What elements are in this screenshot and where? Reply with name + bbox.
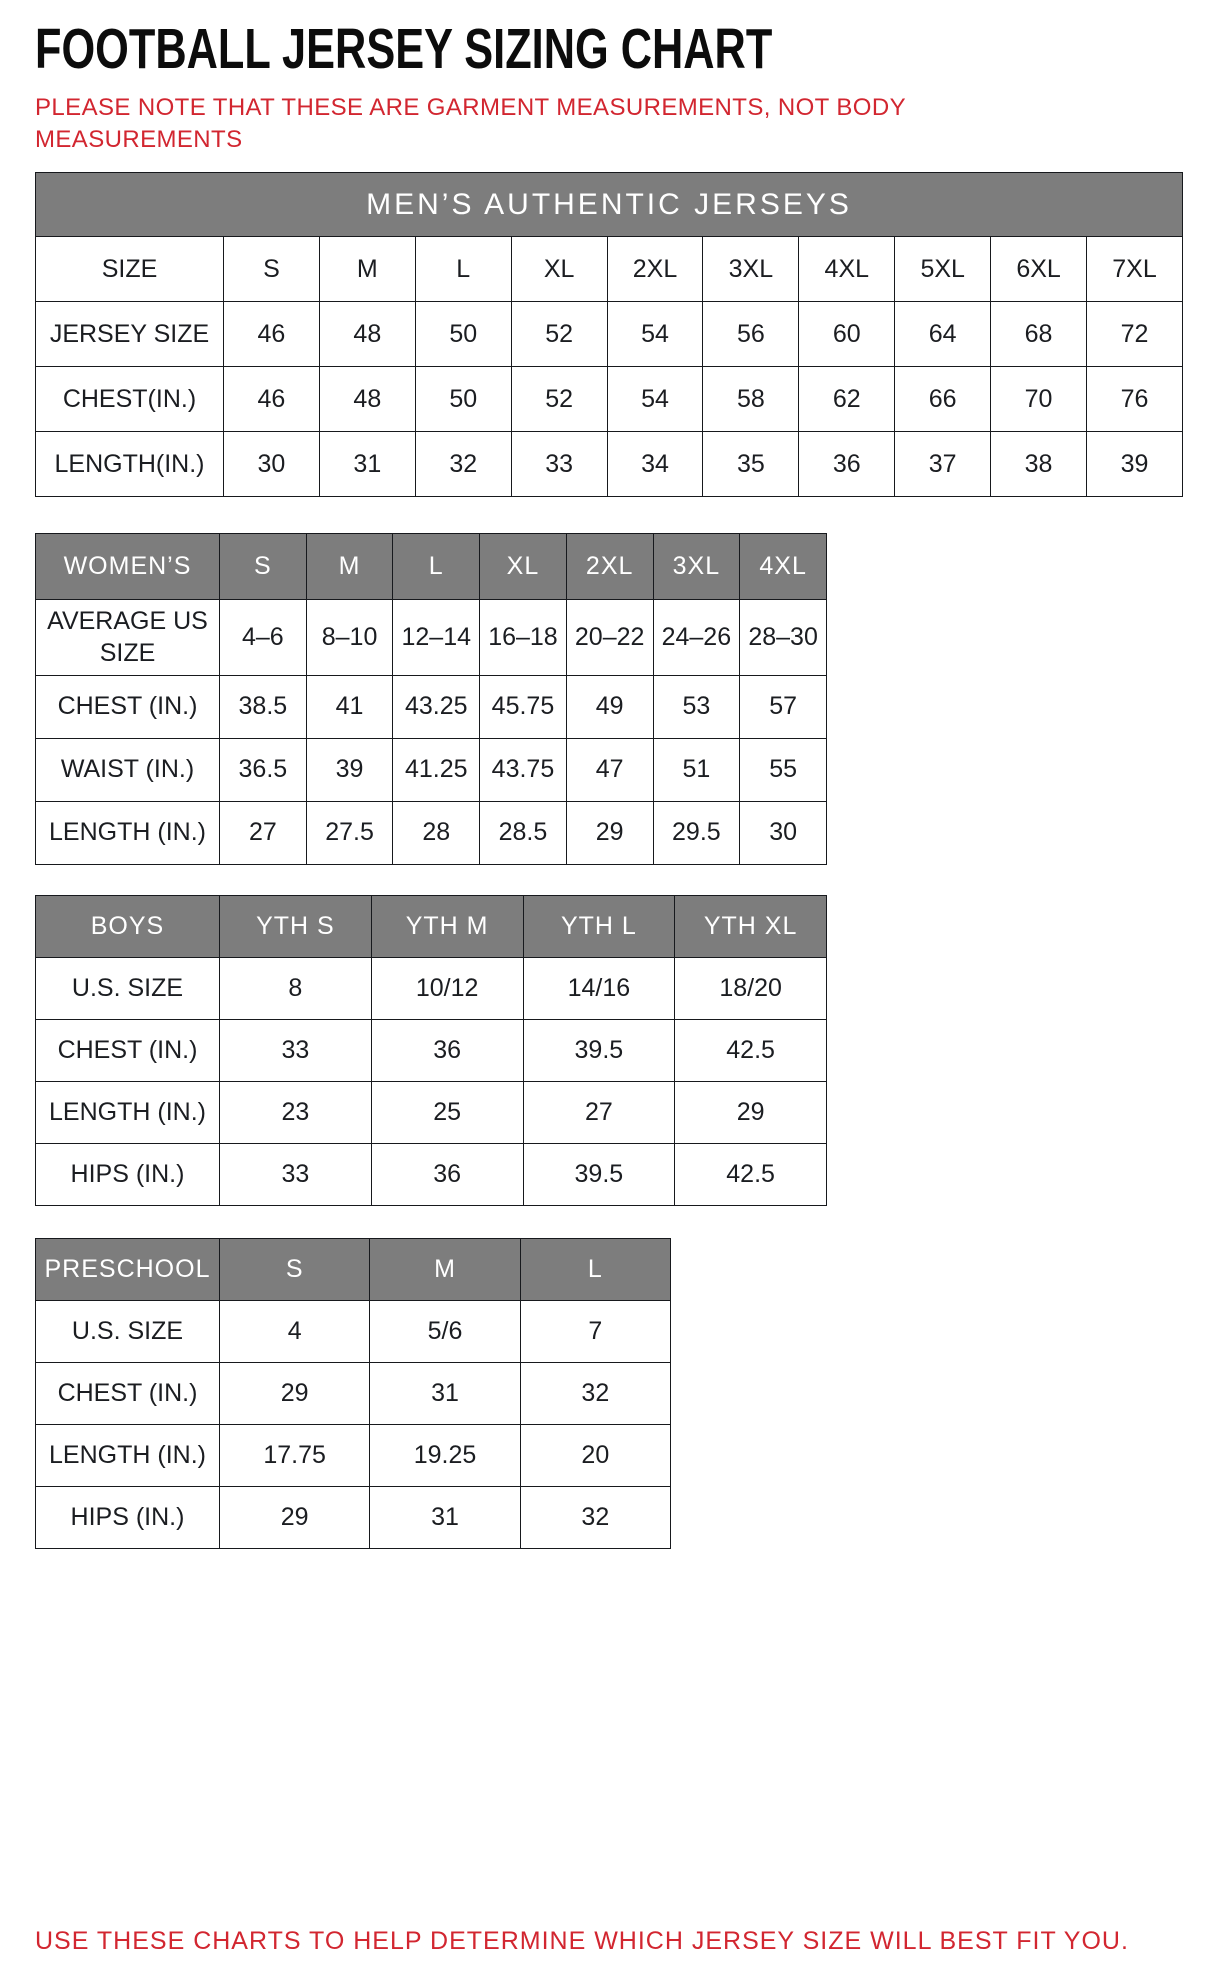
value-cell: 54 (607, 302, 703, 367)
value-cell: 36.5 (220, 738, 307, 801)
preschool-sizing-table (35, 1238, 671, 1549)
column-header: YTH S (220, 895, 372, 957)
value-cell: 4–6 (220, 600, 307, 676)
value-cell: 51 (653, 738, 740, 801)
value-cell: 33 (220, 1143, 372, 1205)
value-cell: 4 (220, 1300, 370, 1362)
mens-authentic-jerseys-table (35, 172, 1183, 497)
value-cell: XL (511, 237, 607, 302)
row-label: LENGTH (IN.) (36, 1081, 220, 1143)
value-cell: 68 (991, 302, 1087, 367)
value-cell: 41 (306, 675, 393, 738)
value-cell: 60 (799, 302, 895, 367)
row-label: CHEST (IN.) (36, 675, 220, 738)
column-header: S (220, 1238, 370, 1300)
value-cell: 33 (220, 1019, 372, 1081)
value-cell: 34 (607, 432, 703, 497)
value-cell: 36 (371, 1143, 523, 1205)
value-cell: 72 (1087, 302, 1183, 367)
value-cell: 57 (740, 675, 827, 738)
column-header: M (370, 1238, 520, 1300)
column-header: S (220, 534, 307, 600)
value-cell: 16–18 (480, 600, 567, 676)
table-row (36, 367, 1183, 432)
womens-sizing-table (35, 533, 827, 865)
table-row (36, 600, 827, 676)
value-cell: 10/12 (371, 957, 523, 1019)
value-cell: 32 (520, 1362, 670, 1424)
row-label: CHEST (IN.) (36, 1019, 220, 1081)
value-cell: 46 (224, 367, 320, 432)
column-header: PRESCHOOL (36, 1238, 220, 1300)
row-label: AVERAGE US SIZE (36, 600, 220, 676)
column-header: L (520, 1238, 670, 1300)
value-cell: 39.5 (523, 1143, 675, 1205)
value-cell: 70 (991, 367, 1087, 432)
header-row (36, 534, 827, 600)
row-label: WAIST (IN.) (36, 738, 220, 801)
value-cell: 50 (415, 302, 511, 367)
table-row (36, 302, 1183, 367)
table-row (36, 1424, 671, 1486)
value-cell: 27.5 (306, 801, 393, 864)
value-cell: 42.5 (675, 1143, 827, 1205)
row-label: JERSEY SIZE (36, 302, 224, 367)
value-cell: 29 (675, 1081, 827, 1143)
value-cell: 45.75 (480, 675, 567, 738)
row-label: HIPS (IN.) (36, 1486, 220, 1548)
value-cell: 47 (566, 738, 653, 801)
value-cell: 25 (371, 1081, 523, 1143)
table-row (36, 1143, 827, 1205)
value-cell: 76 (1087, 367, 1183, 432)
page-title: FOOTBALL JERSEY SIZING CHART (35, 17, 773, 81)
column-header: YTH XL (675, 895, 827, 957)
column-header: L (393, 534, 480, 600)
mens-table-banner: MEN’S AUTHENTIC JERSEYS (36, 173, 1183, 237)
value-cell: 52 (511, 367, 607, 432)
header-row (36, 895, 827, 957)
value-cell: 8–10 (306, 600, 393, 676)
value-cell: 31 (370, 1486, 520, 1548)
value-cell: 55 (740, 738, 827, 801)
value-cell: 18/20 (675, 957, 827, 1019)
value-cell: 56 (703, 302, 799, 367)
row-label: U.S. SIZE (36, 1300, 220, 1362)
table-row (36, 957, 827, 1019)
value-cell: 36 (371, 1019, 523, 1081)
value-cell: 33 (511, 432, 607, 497)
table-row (36, 432, 1183, 497)
value-cell: 66 (895, 367, 991, 432)
value-cell: 43.25 (393, 675, 480, 738)
table-row (36, 801, 827, 864)
value-cell: 48 (319, 367, 415, 432)
value-cell: 38 (991, 432, 1087, 497)
banner-row (36, 173, 1183, 237)
table-row (36, 738, 827, 801)
column-header: BOYS (36, 895, 220, 957)
value-cell: 8 (220, 957, 372, 1019)
value-cell: 42.5 (675, 1019, 827, 1081)
value-cell: 48 (319, 302, 415, 367)
value-cell: 50 (415, 367, 511, 432)
value-cell: 54 (607, 367, 703, 432)
value-cell: 5/6 (370, 1300, 520, 1362)
column-header: 4XL (740, 534, 827, 600)
boys-sizing-table (35, 895, 827, 1206)
value-cell: 2XL (607, 237, 703, 302)
fit-advice-footer: USE THESE CHARTS TO HELP DETERMINE WHICH JERSEY SIZE WILL BEST FIT YOU. (35, 1927, 1129, 1955)
value-cell: 27 (220, 801, 307, 864)
value-cell: 17.75 (220, 1424, 370, 1486)
value-cell: 23 (220, 1081, 372, 1143)
value-cell: 31 (319, 432, 415, 497)
table-row (36, 1362, 671, 1424)
value-cell: 31 (370, 1362, 520, 1424)
value-cell: 20–22 (566, 600, 653, 676)
table-row (36, 1300, 671, 1362)
value-cell: 28 (393, 801, 480, 864)
value-cell: 29 (220, 1362, 370, 1424)
value-cell: 29 (566, 801, 653, 864)
value-cell: 12–14 (393, 600, 480, 676)
value-cell: 29 (220, 1486, 370, 1548)
value-cell: 30 (224, 432, 320, 497)
row-label: LENGTH(IN.) (36, 432, 224, 497)
table-row (36, 237, 1183, 302)
value-cell: 41.25 (393, 738, 480, 801)
row-label: LENGTH (IN.) (36, 801, 220, 864)
garment-measurements-note: PLEASE NOTE THAT THESE ARE GARMENT MEASUREMENTS, NOT BODY MEASUREMENTS (35, 94, 906, 154)
value-cell: 62 (799, 367, 895, 432)
value-cell: 39 (1087, 432, 1183, 497)
column-header: M (306, 534, 393, 600)
value-cell: 38.5 (220, 675, 307, 738)
value-cell: 3XL (703, 237, 799, 302)
value-cell: 49 (566, 675, 653, 738)
row-label: U.S. SIZE (36, 957, 220, 1019)
column-header: 2XL (566, 534, 653, 600)
header-row (36, 1238, 671, 1300)
value-cell: 46 (224, 302, 320, 367)
value-cell: 37 (895, 432, 991, 497)
value-cell: 36 (799, 432, 895, 497)
value-cell: 27 (523, 1081, 675, 1143)
table-row (36, 675, 827, 738)
value-cell: M (319, 237, 415, 302)
value-cell: 29.5 (653, 801, 740, 864)
value-cell: S (224, 237, 320, 302)
value-cell: 58 (703, 367, 799, 432)
row-label: CHEST (IN.) (36, 1362, 220, 1424)
value-cell: 39 (306, 738, 393, 801)
value-cell: 28.5 (480, 801, 567, 864)
value-cell: 7XL (1087, 237, 1183, 302)
value-cell: 64 (895, 302, 991, 367)
table-row (36, 1486, 671, 1548)
value-cell: L (415, 237, 511, 302)
value-cell: 20 (520, 1424, 670, 1486)
column-header: 3XL (653, 534, 740, 600)
value-cell: 35 (703, 432, 799, 497)
value-cell: 53 (653, 675, 740, 738)
value-cell: 43.75 (480, 738, 567, 801)
value-cell: 39.5 (523, 1019, 675, 1081)
row-label: CHEST(IN.) (36, 367, 224, 432)
column-header: YTH M (371, 895, 523, 957)
row-label: LENGTH (IN.) (36, 1424, 220, 1486)
column-header: YTH L (523, 895, 675, 957)
value-cell: 52 (511, 302, 607, 367)
value-cell: 24–26 (653, 600, 740, 676)
value-cell: 32 (520, 1486, 670, 1548)
value-cell: 28–30 (740, 600, 827, 676)
value-cell: 4XL (799, 237, 895, 302)
value-cell: 32 (415, 432, 511, 497)
column-header: WOMEN’S (36, 534, 220, 600)
row-label: HIPS (IN.) (36, 1143, 220, 1205)
value-cell: 7 (520, 1300, 670, 1362)
value-cell: 14/16 (523, 957, 675, 1019)
value-cell: 30 (740, 801, 827, 864)
row-label: SIZE (36, 237, 224, 302)
table-row (36, 1081, 827, 1143)
value-cell: 5XL (895, 237, 991, 302)
value-cell: 6XL (991, 237, 1087, 302)
column-header: XL (480, 534, 567, 600)
table-row (36, 1019, 827, 1081)
value-cell: 19.25 (370, 1424, 520, 1486)
